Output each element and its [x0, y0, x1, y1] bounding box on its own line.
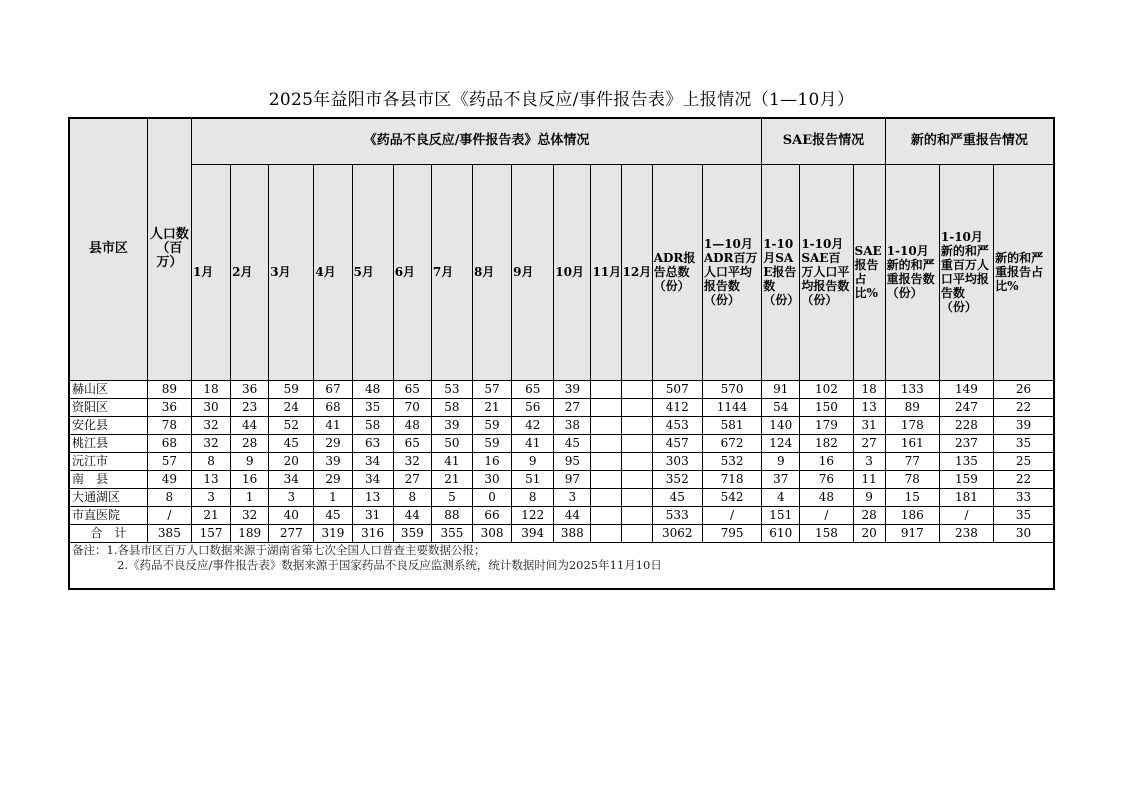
month-value-cell: 29 [314, 470, 352, 488]
month-value-cell: 39 [554, 380, 591, 398]
header-month: 6月 [393, 164, 431, 380]
note-2: 2.《药品不良反应/事件报告表》数据来源于国家药品不良反应监测系统，统计数据时间为2025年11月10日 [117, 557, 662, 572]
month-value-cell: 45 [314, 506, 352, 524]
sae-pm-cell: 16 [800, 452, 853, 470]
month-value-cell [621, 452, 652, 470]
adr-pm-cell: 672 [702, 434, 761, 452]
population-cell: 49 [147, 470, 191, 488]
population-cell: 57 [147, 452, 191, 470]
sae-ratio-cell: 28 [853, 506, 885, 524]
month-value-cell: 48 [352, 380, 393, 398]
month-value-cell: 3 [554, 488, 591, 506]
population-cell: 385 [147, 524, 191, 542]
month-value-cell [621, 434, 652, 452]
month-value-cell: 34 [352, 470, 393, 488]
month-value-cell: 52 [269, 416, 314, 434]
region-name-cell: 沅江市 [69, 452, 147, 470]
month-value-cell: 41 [314, 416, 352, 434]
header-month: 9月 [512, 164, 554, 380]
month-value-cell: 39 [431, 416, 472, 434]
ns-cell: 15 [885, 488, 939, 506]
month-value-cell: 29 [314, 434, 352, 452]
notes-cell [69, 542, 1054, 589]
page-title: 2025年益阳市各县市区《药品不良反应/事件报告表》上报情况（1—10月） [268, 90, 855, 110]
sae-ratio-cell: 31 [853, 416, 885, 434]
month-value-cell: 31 [352, 506, 393, 524]
population-cell: 8 [147, 488, 191, 506]
adr-pm-cell: 718 [702, 470, 761, 488]
month-value-cell: 40 [269, 506, 314, 524]
population-cell: 78 [147, 416, 191, 434]
header-ns-per-million: 1-10月新的和严重百万人口平均报告数（份） [939, 164, 993, 380]
month-value-cell: 58 [431, 398, 472, 416]
sae-ratio-cell: 20 [853, 524, 885, 542]
ns-cell: 89 [885, 398, 939, 416]
ns-cell: 77 [885, 452, 939, 470]
month-value-cell: 32 [191, 434, 230, 452]
sae-ratio-cell: 18 [853, 380, 885, 398]
ns-ratio-cell: 22 [994, 470, 1054, 488]
population-cell: 68 [147, 434, 191, 452]
sae-pm-cell: 102 [800, 380, 853, 398]
ns-pm-cell: 237 [939, 434, 993, 452]
header-sae-ratio: SAE报告占比% [853, 164, 885, 380]
month-value-cell: 3 [269, 488, 314, 506]
adr-pm-cell: 1144 [702, 398, 761, 416]
sae-ratio-cell: 3 [853, 452, 885, 470]
region-name-cell: 合 计 [69, 524, 147, 542]
population-cell: / [147, 506, 191, 524]
month-value-cell: 51 [512, 470, 554, 488]
region-name-cell: 赫山区 [69, 380, 147, 398]
population-cell: 36 [147, 398, 191, 416]
month-value-cell: 21 [191, 506, 230, 524]
month-value-cell [591, 452, 621, 470]
month-value-cell: 9 [512, 452, 554, 470]
month-value-cell: 157 [191, 524, 230, 542]
ns-cell: 186 [885, 506, 939, 524]
adr-pm-cell: 532 [702, 452, 761, 470]
header-region: 县市区 [69, 118, 147, 380]
sae-pm-cell: 150 [800, 398, 853, 416]
month-value-cell: 1 [314, 488, 352, 506]
month-value-cell: 28 [231, 434, 269, 452]
region-name-cell: 南 县 [69, 470, 147, 488]
ns-ratio-cell: 22 [994, 398, 1054, 416]
table-row [69, 398, 1054, 416]
adr-pm-cell: 795 [702, 524, 761, 542]
ns-pm-cell: 247 [939, 398, 993, 416]
month-value-cell: 319 [314, 524, 352, 542]
report-table [68, 117, 1055, 590]
header-sae-per-million: 1-10月SAE百万人口平均报告数（份） [800, 164, 853, 380]
month-value-cell: 1 [231, 488, 269, 506]
ns-ratio-cell: 35 [994, 506, 1054, 524]
ns-ratio-cell: 39 [994, 416, 1054, 434]
month-value-cell: 27 [393, 470, 431, 488]
ns-pm-cell: 159 [939, 470, 993, 488]
month-value-cell [621, 506, 652, 524]
region-name-cell: 安化县 [69, 416, 147, 434]
month-value-cell: 59 [473, 416, 512, 434]
header-adr-per-million: 1—10月ADR百万人口平均报告数（份） [702, 164, 761, 380]
month-value-cell: 59 [473, 434, 512, 452]
sae-pm-cell: 158 [800, 524, 853, 542]
ns-pm-cell: / [939, 506, 993, 524]
month-value-cell: 5 [431, 488, 472, 506]
ns-ratio-cell: 30 [994, 524, 1054, 542]
month-value-cell: 394 [512, 524, 554, 542]
header-month: 12月 [621, 164, 652, 380]
month-value-cell: 38 [554, 416, 591, 434]
month-value-cell [591, 524, 621, 542]
table-row [69, 524, 1054, 542]
month-value-cell: 35 [352, 398, 393, 416]
month-value-cell: 48 [393, 416, 431, 434]
month-value-cell [621, 524, 652, 542]
month-value-cell: 41 [512, 434, 554, 452]
ns-ratio-cell: 33 [994, 488, 1054, 506]
month-value-cell: 41 [431, 452, 472, 470]
month-value-cell: 65 [393, 380, 431, 398]
header-month: 1月 [191, 164, 230, 380]
ns-ratio-cell: 26 [994, 380, 1054, 398]
table-row [69, 380, 1054, 398]
ns-cell: 78 [885, 470, 939, 488]
sae-ratio-cell: 11 [853, 470, 885, 488]
region-name-cell: 市直医院 [69, 506, 147, 524]
month-value-cell: 45 [269, 434, 314, 452]
month-value-cell: 316 [352, 524, 393, 542]
ns-cell: 178 [885, 416, 939, 434]
header-group-sae: SAE报告情况 [762, 118, 885, 164]
month-value-cell: 24 [269, 398, 314, 416]
month-value-cell: 16 [473, 452, 512, 470]
header-ns-count: 1-10月新的和严重报告数（份） [885, 164, 939, 380]
month-value-cell: 18 [191, 380, 230, 398]
sae-cell: 54 [762, 398, 800, 416]
sae-pm-cell: / [800, 506, 853, 524]
month-value-cell: 13 [191, 470, 230, 488]
month-value-cell: 67 [314, 380, 352, 398]
month-value-cell: 122 [512, 506, 554, 524]
header-month: 10月 [554, 164, 591, 380]
region-name-cell: 桃江县 [69, 434, 147, 452]
month-value-cell: 95 [554, 452, 591, 470]
month-value-cell: 36 [231, 380, 269, 398]
adr-total-cell: 533 [652, 506, 702, 524]
month-value-cell: 189 [231, 524, 269, 542]
month-value-cell [591, 506, 621, 524]
month-value-cell [621, 398, 652, 416]
month-value-cell: 3 [191, 488, 230, 506]
region-name-cell: 资阳区 [69, 398, 147, 416]
month-value-cell [591, 416, 621, 434]
month-value-cell: 388 [554, 524, 591, 542]
adr-total-cell: 457 [652, 434, 702, 452]
month-value-cell: 59 [269, 380, 314, 398]
sae-ratio-cell: 13 [853, 398, 885, 416]
header-month: 8月 [473, 164, 512, 380]
header-month: 2月 [231, 164, 269, 380]
month-value-cell [621, 470, 652, 488]
month-value-cell: 32 [393, 452, 431, 470]
sae-cell: 151 [762, 506, 800, 524]
month-value-cell: 30 [191, 398, 230, 416]
sae-cell: 610 [762, 524, 800, 542]
adr-total-cell: 412 [652, 398, 702, 416]
ns-cell: 161 [885, 434, 939, 452]
month-value-cell: 30 [473, 470, 512, 488]
month-value-cell: 9 [231, 452, 269, 470]
header-month: 4月 [314, 164, 352, 380]
table-row [69, 434, 1054, 452]
header-month: 3月 [269, 164, 314, 380]
month-value-cell: 16 [231, 470, 269, 488]
adr-pm-cell: / [702, 506, 761, 524]
adr-total-cell: 45 [652, 488, 702, 506]
month-value-cell: 42 [512, 416, 554, 434]
month-value-cell [591, 380, 621, 398]
table-row [69, 488, 1054, 506]
table-row [69, 452, 1054, 470]
month-value-cell: 20 [269, 452, 314, 470]
month-value-cell: 359 [393, 524, 431, 542]
sae-pm-cell: 76 [800, 470, 853, 488]
sae-ratio-cell: 9 [853, 488, 885, 506]
sae-cell: 124 [762, 434, 800, 452]
adr-pm-cell: 570 [702, 380, 761, 398]
ns-pm-cell: 238 [939, 524, 993, 542]
sae-pm-cell: 48 [800, 488, 853, 506]
month-value-cell: 8 [393, 488, 431, 506]
month-value-cell: 45 [554, 434, 591, 452]
header-population: 人口数（百万） [147, 118, 191, 380]
month-value-cell: 13 [352, 488, 393, 506]
ns-pm-cell: 135 [939, 452, 993, 470]
sae-cell: 91 [762, 380, 800, 398]
month-value-cell [591, 434, 621, 452]
month-value-cell: 21 [431, 470, 472, 488]
month-value-cell: 65 [393, 434, 431, 452]
adr-total-cell: 507 [652, 380, 702, 398]
region-name-cell: 大通湖区 [69, 488, 147, 506]
month-value-cell: 44 [554, 506, 591, 524]
month-value-cell [591, 488, 621, 506]
month-value-cell: 308 [473, 524, 512, 542]
month-value-cell: 44 [231, 416, 269, 434]
month-value-cell: 32 [191, 416, 230, 434]
header-month: 7月 [431, 164, 472, 380]
adr-total-cell: 352 [652, 470, 702, 488]
month-value-cell [621, 488, 652, 506]
month-value-cell: 44 [393, 506, 431, 524]
header-group-new-serious: 新的和严重报告情况 [885, 118, 1054, 164]
header-row-groups [69, 118, 1054, 164]
table-row [69, 470, 1054, 488]
sae-pm-cell: 179 [800, 416, 853, 434]
month-value-cell: 0 [473, 488, 512, 506]
month-value-cell: 53 [431, 380, 472, 398]
sae-ratio-cell: 27 [853, 434, 885, 452]
month-value-cell: 58 [352, 416, 393, 434]
month-value-cell: 355 [431, 524, 472, 542]
month-value-cell: 65 [512, 380, 554, 398]
ns-cell: 917 [885, 524, 939, 542]
adr-total-cell: 3062 [652, 524, 702, 542]
month-value-cell: 88 [431, 506, 472, 524]
ns-ratio-cell: 25 [994, 452, 1054, 470]
month-value-cell: 34 [352, 452, 393, 470]
table-row [69, 506, 1054, 524]
month-value-cell: 50 [431, 434, 472, 452]
month-value-cell [591, 470, 621, 488]
month-value-cell: 70 [393, 398, 431, 416]
sae-cell: 37 [762, 470, 800, 488]
sae-cell: 4 [762, 488, 800, 506]
table-body [69, 380, 1054, 542]
month-value-cell: 32 [231, 506, 269, 524]
ns-pm-cell: 181 [939, 488, 993, 506]
month-value-cell: 8 [191, 452, 230, 470]
month-value-cell: 27 [554, 398, 591, 416]
adr-total-cell: 303 [652, 452, 702, 470]
month-value-cell [621, 380, 652, 398]
month-value-cell: 68 [314, 398, 352, 416]
population-cell: 89 [147, 380, 191, 398]
header-month: 11月 [591, 164, 621, 380]
header-month: 5月 [352, 164, 393, 380]
month-value-cell [591, 398, 621, 416]
adr-pm-cell: 542 [702, 488, 761, 506]
month-value-cell: 39 [314, 452, 352, 470]
month-value-cell: 56 [512, 398, 554, 416]
ns-pm-cell: 228 [939, 416, 993, 434]
notes-row [69, 542, 1054, 589]
month-value-cell: 21 [473, 398, 512, 416]
header-ns-ratio: 新的和严重报告占比% [994, 164, 1054, 380]
sae-cell: 140 [762, 416, 800, 434]
month-value-cell: 57 [473, 380, 512, 398]
sae-cell: 9 [762, 452, 800, 470]
table-row [69, 416, 1054, 434]
header-adr-total: ADR报告总数（份） [652, 164, 702, 380]
month-value-cell: 34 [269, 470, 314, 488]
ns-pm-cell: 149 [939, 380, 993, 398]
sae-pm-cell: 182 [800, 434, 853, 452]
ns-cell: 133 [885, 380, 939, 398]
adr-total-cell: 453 [652, 416, 702, 434]
header-row-columns [69, 164, 1054, 380]
adr-pm-cell: 581 [702, 416, 761, 434]
month-value-cell: 66 [473, 506, 512, 524]
note-1: 备注：1.各县市区百万人口数据来源于湖南省第七次全国人口普查主要数据公报； [72, 542, 486, 557]
month-value-cell: 63 [352, 434, 393, 452]
month-value-cell: 97 [554, 470, 591, 488]
month-value-cell [621, 416, 652, 434]
month-value-cell: 8 [512, 488, 554, 506]
month-value-cell: 277 [269, 524, 314, 542]
month-value-cell: 23 [231, 398, 269, 416]
header-sae-count: 1-10月SAE报告数（份） [762, 164, 800, 380]
header-group-overall: 《药品不良反应/事件报告表》总体情况 [191, 118, 761, 164]
ns-ratio-cell: 35 [994, 434, 1054, 452]
